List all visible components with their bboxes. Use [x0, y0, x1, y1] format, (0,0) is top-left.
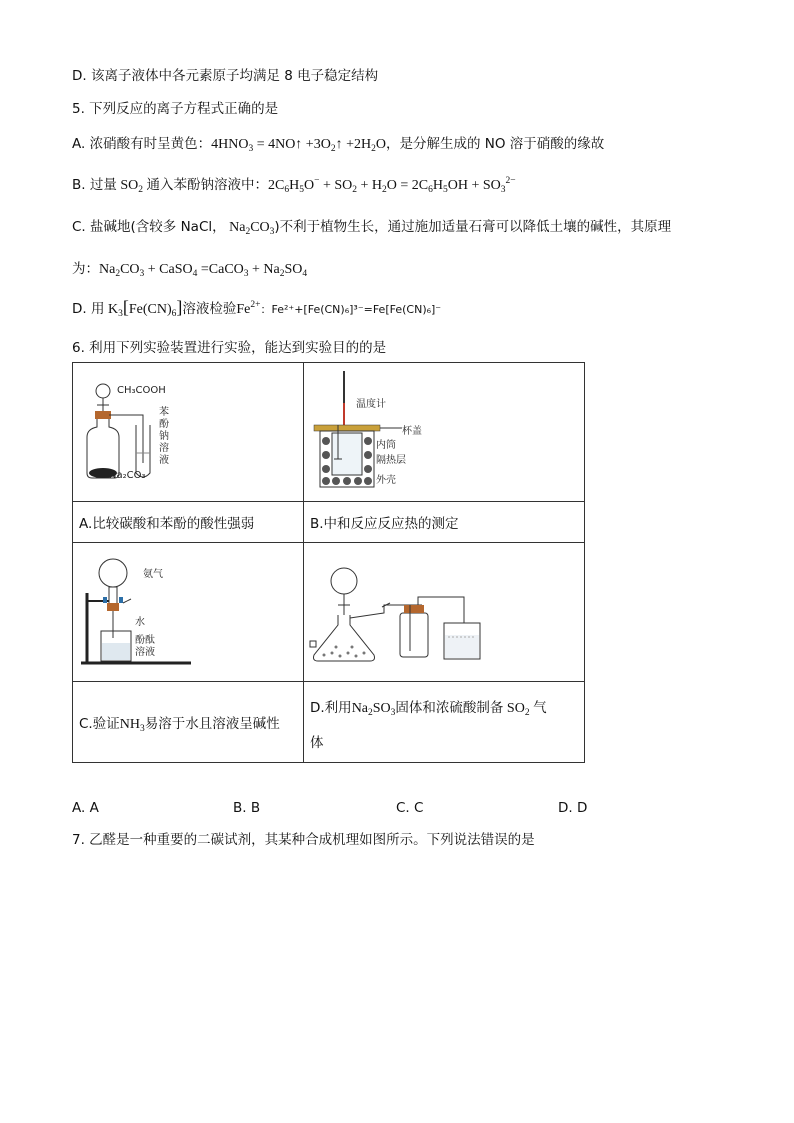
- q5-option-a: [72, 134, 604, 155]
- apparatus-d-figure: [304, 543, 584, 677]
- q5c2-prefix: 为：: [72, 261, 99, 277]
- question-7: 7. 乙醛是一种重要的二碳试剂，其某种合成机理如图所示。下列说法错误的是: [72, 832, 535, 848]
- q5c-na2co3: $Na_2CO_3$: [225, 220, 275, 237]
- label-ch3cooh: CH₃COOH: [117, 385, 166, 396]
- apparatus-c-cell: [73, 543, 304, 682]
- label-thermometer: 温度计: [356, 399, 386, 410]
- caption-d-prefix: D.利用: [310, 700, 352, 716]
- label-na2co3: Na₂CO₃: [109, 470, 146, 481]
- label-phenolphthalein: 酚酞溶液: [135, 635, 155, 658]
- option-d: D. D: [558, 800, 588, 816]
- option-a: A. A: [72, 800, 99, 816]
- q5c-suffix: )不利于植物生长，通过施加适量石膏可以降低土壤的碱性，其原理: [274, 219, 672, 235]
- q5b-equation: $2C_6H_5O^- + SO_2 + H_2O = 2C_6H_5OH + SO_3^{2-}$: [268, 176, 516, 195]
- option-c: C. C: [396, 800, 424, 816]
- q5b-mid: 通入苯酚钠溶液中：: [146, 177, 269, 193]
- q5a-equation: $4HNO_3$ = 4NO↑ $+3O_2↑ +2H_2O$: [211, 137, 386, 154]
- q5-option-c: [72, 217, 671, 238]
- label-lid: 杯盖: [402, 426, 422, 437]
- caption-c: [73, 682, 304, 763]
- q5d-prefix: D. 用: [72, 301, 105, 317]
- experiment-table: [72, 362, 585, 763]
- label-phenoxide: 苯酚钠溶液: [159, 407, 169, 466]
- apparatus-b-cell: [304, 363, 585, 502]
- label-insulation: 隔热层: [376, 455, 406, 466]
- apparatus-a-figure: [73, 363, 303, 497]
- q5d-mid: 溶液检验: [182, 301, 237, 317]
- q5d-equation: ：Fe²⁺+[Fe(CN)₆]³⁻=Fe[Fe(CN)₆]⁻: [260, 303, 442, 316]
- q5-option-c-line2: [72, 259, 307, 280]
- caption-d-so2: $SO_2$: [503, 701, 530, 718]
- label-water: 水: [135, 617, 145, 628]
- option-d-prev: D. 该离子液体中各元素原子均满足 8 电子稳定结构: [72, 68, 379, 84]
- apparatus-b-figure: [304, 363, 584, 497]
- q5a-prefix: A. 浓硝酸有时呈黄色：: [72, 136, 212, 152]
- q5-option-d: [72, 297, 441, 320]
- apparatus-a-cell: [73, 363, 304, 502]
- q5-option-b: [72, 175, 516, 196]
- q5d-reagent: $K_3[Fe(CN)_6]$: [104, 297, 183, 319]
- caption-d: [304, 682, 585, 763]
- caption-d-mid: 固体和浓硫酸制备: [395, 700, 504, 716]
- caption-c-suffix: 易溶于水且溶液呈碱性: [144, 715, 280, 732]
- caption-c-nh3: $NH_3$: [119, 716, 145, 734]
- label-ammonia: 氨气: [143, 569, 163, 580]
- caption-a: A.比较碳酸和苯酚的酸性强弱: [73, 502, 304, 543]
- apparatus-c-figure: [73, 543, 303, 677]
- apparatus-d-cell: [304, 543, 585, 682]
- q5c-prefix: C. 盐碱地(含较多 NaCl，: [72, 219, 226, 235]
- label-outer-shell: 外壳: [376, 475, 396, 486]
- question-5: 5. 下列反应的离子方程式正确的是: [72, 101, 279, 117]
- caption-d-suffix: 气: [533, 700, 547, 716]
- q5d-fe2: $Fe^{2+}$: [236, 300, 261, 317]
- caption-d-line2: 体: [310, 735, 324, 751]
- q5b-so2: $SO_2$: [116, 178, 144, 195]
- caption-c-prefix: C.验证: [79, 715, 120, 732]
- option-b: B. B: [233, 800, 261, 816]
- question-6: 6. 利用下列实验装置进行实验，能达到实验目的的是: [72, 340, 387, 356]
- caption-d-line1: [310, 696, 584, 717]
- q5c-equation: $Na_2CO_3$ + CaSO$_4$ =CaCO$_3$ + $Na_2SO_4$: [99, 262, 308, 279]
- q5b-prefix: B. 过量: [72, 177, 117, 193]
- label-inner-cup: 内筒: [376, 440, 396, 451]
- caption-d-na2so3: $Na_2SO_3$: [351, 701, 396, 718]
- caption-b: B.中和反应反应热的测定: [304, 502, 585, 543]
- q5a-suffix: ，是分解生成的 NO 溶于硝酸的缘故: [385, 136, 605, 152]
